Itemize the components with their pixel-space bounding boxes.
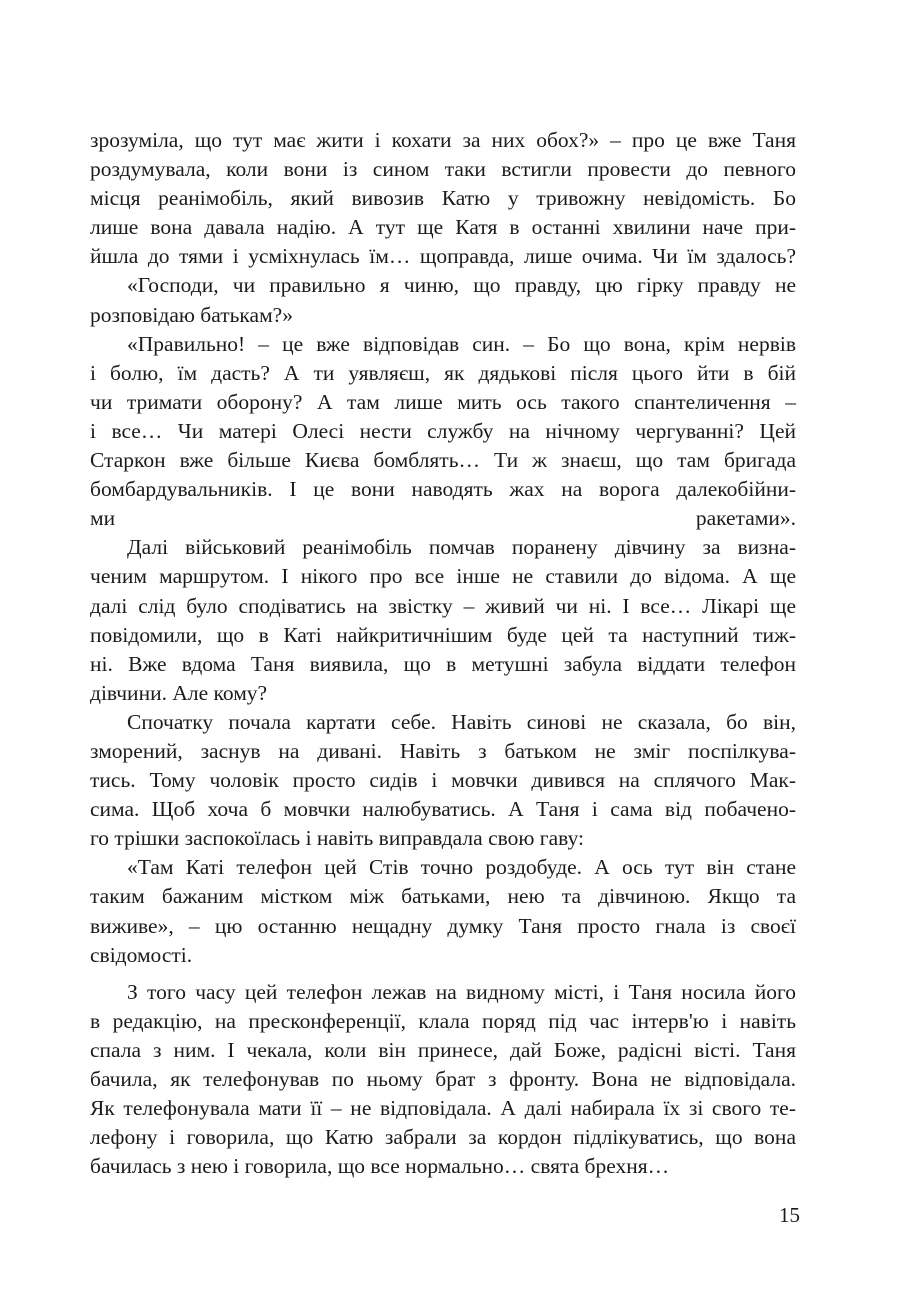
text-line: і все… Чи матері Олесі нести службу на нічному чергуванні? Цей xyxy=(90,418,796,443)
body-text xyxy=(90,126,796,1181)
paragraph-2 xyxy=(90,271,796,329)
text-line: Старкон вже більше Києва бомблять… Ти ж знаєш, що там бригада xyxy=(90,448,796,473)
text-line: «Правильно! – це вже відповідав син. – Бо що вона, крім нервів xyxy=(127,331,796,356)
text-line: в редакцію, на пресконференції, клала поряд під час інтерв'ю і навіть xyxy=(90,1008,796,1033)
text-line: таким бажаним містком між батьками, нею та дівчиною. Якщо та xyxy=(90,884,796,909)
text-line: спала з ним. І чекала, коли він принесе, дай Боже, радісні вісті. Таня xyxy=(90,1037,796,1062)
text-line: далі слід було сподіватись на звістку – живий чи ні. І все… Лікарі ще xyxy=(90,593,796,618)
text-line: Спочатку почала картати себе. Навіть синові не сказала, бо він, xyxy=(127,709,796,734)
text-line: «Там Каті телефон цей Стів точно роздобуде. А ось тут він стане xyxy=(127,855,796,880)
text-line: лише вона давала надію. А тут ще Катя в останні хвилини наче при- xyxy=(90,215,796,240)
text-line: зморений, заснув на дивані. Навіть з батьком не зміг поспілкува- xyxy=(90,738,796,763)
text-line: Як телефонувала мати її – не відповідала. А далі набирала їх зі свого те- xyxy=(90,1096,796,1121)
paragraph-6 xyxy=(90,853,796,969)
text-line: ми ракетами». xyxy=(90,506,796,531)
text-line: виживе», – цю останню нещадну думку Таня просто гнала із своєї xyxy=(90,913,796,938)
text-line: місця реанімобіль, який вивозив Катю у тривожну невідомість. Бо xyxy=(90,186,796,211)
text-line: йшла до тями і усміхнулась їм… щоправда, лише очима. Чи їм здалось? xyxy=(90,244,796,269)
text-line: ні. Вже вдома Таня виявила, що в метушні забула віддати телефон xyxy=(90,651,796,676)
paragraph-4 xyxy=(90,533,796,708)
text-line: і болю, їм дасть? А ти уявляєш, як дядькові після цього йти в бій xyxy=(90,360,796,385)
text-line: зрозуміла, що тут має жити і кохати за них обох?» – про це вже Таня xyxy=(90,128,796,152)
text-line: Далі військовий реанімобіль помчав поранену дівчину за визна- xyxy=(127,535,796,560)
text-line: го трішки заспокоїлась і навіть виправдала свою гаву: xyxy=(90,826,585,851)
text-line: лефону і говорила, що Катю забрали за кордон підлікуватись, що вона xyxy=(90,1125,796,1150)
text-line: чи тримати оборону? А там лише мить ось такого спантеличення – xyxy=(90,389,796,414)
paragraph-1 xyxy=(90,126,796,271)
page-number: 15 xyxy=(779,1203,800,1227)
paragraph-gap xyxy=(90,970,796,978)
text-line: бачилась з нею і говорила, що все нормально… свята брехня… xyxy=(90,1154,670,1179)
text-line: тись. Тому чоловік просто сидів і мовчки дивився на сплячого Мак- xyxy=(90,768,796,793)
text-line: ченим маршрутом. І нікого про все інше не ставили до відома. А ще xyxy=(90,564,796,589)
text-line: дівчини. Але кому? xyxy=(90,680,268,705)
paragraph-5 xyxy=(90,708,796,853)
text-line: З того часу цей телефон лежав на видному місті, і Таня носила його xyxy=(127,979,796,1004)
text-line: роздумувала, коли вони із сином таки встигли провести до певного xyxy=(90,157,796,182)
text-line: бомбардувальників. І це вони наводять жах на ворога далекобійни- xyxy=(90,477,796,502)
text-line: розповідаю батькам?» xyxy=(90,302,293,327)
text-line: бачила, як телефонував по ньому брат з фронту. Вона не відповідала. xyxy=(90,1067,796,1091)
text-line: свідомості. xyxy=(90,942,193,967)
text-line: «Господи, чи правильно я чиню, що правду, цю гірку правду не xyxy=(127,273,796,298)
text-line: сима. Щоб хоча б мовчки налюбуватись. А Таня і сама від побачено- xyxy=(90,797,796,822)
text-line: повідомили, що в Каті найкритичнішим буде цей та наступний тиж- xyxy=(90,622,796,647)
paragraph-3 xyxy=(90,330,796,534)
paragraph-7 xyxy=(90,978,796,1182)
